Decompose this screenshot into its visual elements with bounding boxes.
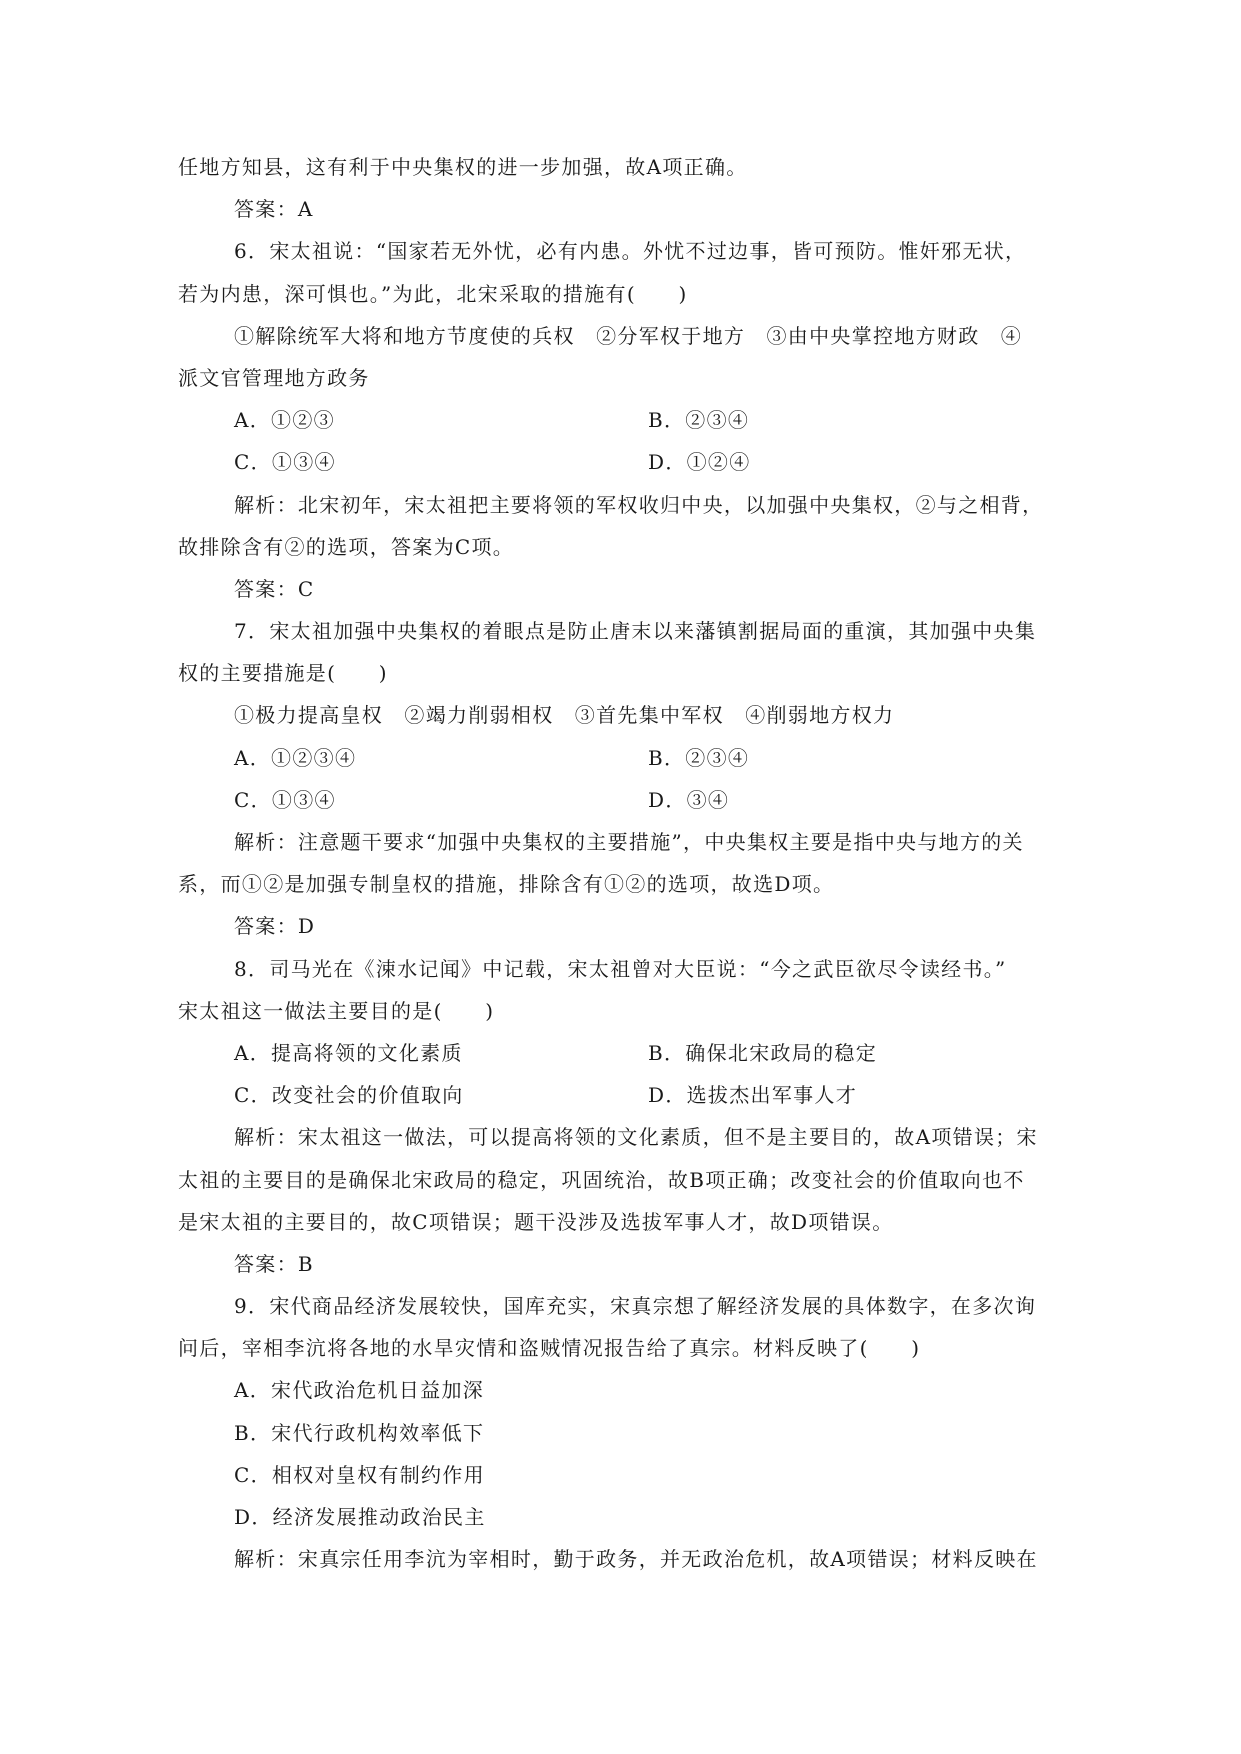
question-6-options-row-2 (178, 441, 1068, 483)
question-8-stem-cont: 宋太祖这一做法主要目的是( ) (178, 998, 495, 1023)
question-7-items: ①极力提高皇权 ②竭力削弱相权 ③首先集中军权 ④削弱地方权力 (234, 703, 895, 728)
question-6-stem: 6．宋太祖说：“国家若无外忧，必有内患。外忧不过边事，皆可预防。惟奸邪无状， (234, 239, 1027, 264)
question-6-explanation-cont: 故排除含有②的选项，答案为C项。 (178, 534, 515, 559)
question-7-stem-cont: 权的主要措施是( ) (178, 661, 388, 686)
option-a: A．①②③④ (234, 745, 357, 770)
option-b: B．宋代行政机构效率低下 (234, 1420, 485, 1445)
option-c: C．①③④ (234, 787, 336, 812)
question-7-explanation: 解析：注意题干要求“加强中央集权的主要措施”，中央集权主要是指中央与地方的关 (234, 830, 1024, 854)
option-a: A．提高将领的文化素质 (234, 1040, 463, 1065)
question-6-answer: 答案：C (234, 576, 315, 601)
question-9-stem-cont: 问后，宰相李沆将各地的水旱灾情和盗贼情况报告给了真宗。材料反映了( ) (178, 1336, 921, 1361)
option-a: A．宋代政治危机日益加深 (234, 1378, 485, 1403)
question-9-explanation: 解析：宋真宗任用李沆为宰相时，勤于政务，并无政治危机，故A项错误；材料反映在 (234, 1547, 1038, 1572)
option-b: B．确保北宋政局的稳定 (648, 1040, 877, 1065)
question-8-stem: 8．司马光在《涑水记闻》中记载，宋太祖曾对大臣说：“今之武臣欲尽令读经书。” (234, 956, 1007, 981)
question-8-answer: 答案：B (234, 1251, 314, 1276)
question-6-stem-cont: 若为内患，深可惧也。”为此，北宋采取的措施有( ) (178, 281, 688, 306)
document-page (178, 146, 1068, 1580)
option-b: B．②③④ (648, 745, 750, 770)
question-9-stem: 9．宋代商品经济发展较快，国库充实，宋真宗想了解经济发展的具体数字，在多次询 (234, 1294, 1037, 1319)
option-c: C．相权对皇权有制约作用 (234, 1462, 485, 1487)
option-d: D．经济发展推动政治民主 (234, 1505, 486, 1529)
question-7-stem: 7．宋太祖加强中央集权的着眼点是防止唐末以来藩镇割据局面的重演，其加强中央集 (234, 619, 1037, 644)
question-6-items-cont: 派文官管理地方政务 (178, 365, 370, 390)
option-d: D．选拔杰出军事人才 (648, 1083, 858, 1108)
question-8-options-row-1 (178, 1032, 1068, 1074)
question-8-options-row-2 (178, 1074, 1068, 1116)
answer-line: 答案：A (234, 197, 314, 222)
question-7-options-row-2 (178, 779, 1068, 821)
question-6-explanation: 解析：北宋初年，宋太祖把主要将领的军权收归中央，以加强中央集权，②与之相背， (234, 492, 1044, 517)
question-8-explanation-cont: 太祖的主要目的是确保北宋政局的稳定，巩固统治，故B项正确；改变社会的价值取向也不 (178, 1167, 1025, 1192)
question-8-explanation-cont: 是宋太祖的主要目的，故C项错误；题干没涉及选拔军事人才，故D项错误。 (178, 1209, 894, 1234)
question-6-items: ①解除统军大将和地方节度使的兵权 ②分军权于地方 ③由中央掌控地方财政 ④ (234, 323, 1023, 348)
option-d: D．①②④ (648, 450, 751, 475)
option-c: C．改变社会的价值取向 (234, 1083, 464, 1108)
question-8-explanation: 解析：宋太祖这一做法，可以提高将领的文化素质，但不是主要目的，故A项错误；宋 (234, 1125, 1038, 1150)
question-6-options-row-1 (178, 399, 1068, 441)
question-7-options-row-1 (178, 737, 1068, 779)
option-d: D．③④ (648, 787, 730, 812)
option-b: B．②③④ (648, 408, 750, 433)
text-line: 任地方知县，这有利于中央集权的进一步加强，故A项正确。 (178, 155, 748, 179)
option-c: C．①③④ (234, 450, 336, 475)
option-a: A．①②③ (234, 408, 335, 433)
question-7-answer: 答案：D (234, 914, 316, 939)
question-7-explanation-cont: 系，而①②是加强专制皇权的措施，排除含有①②的选项，故选D项。 (178, 872, 835, 897)
